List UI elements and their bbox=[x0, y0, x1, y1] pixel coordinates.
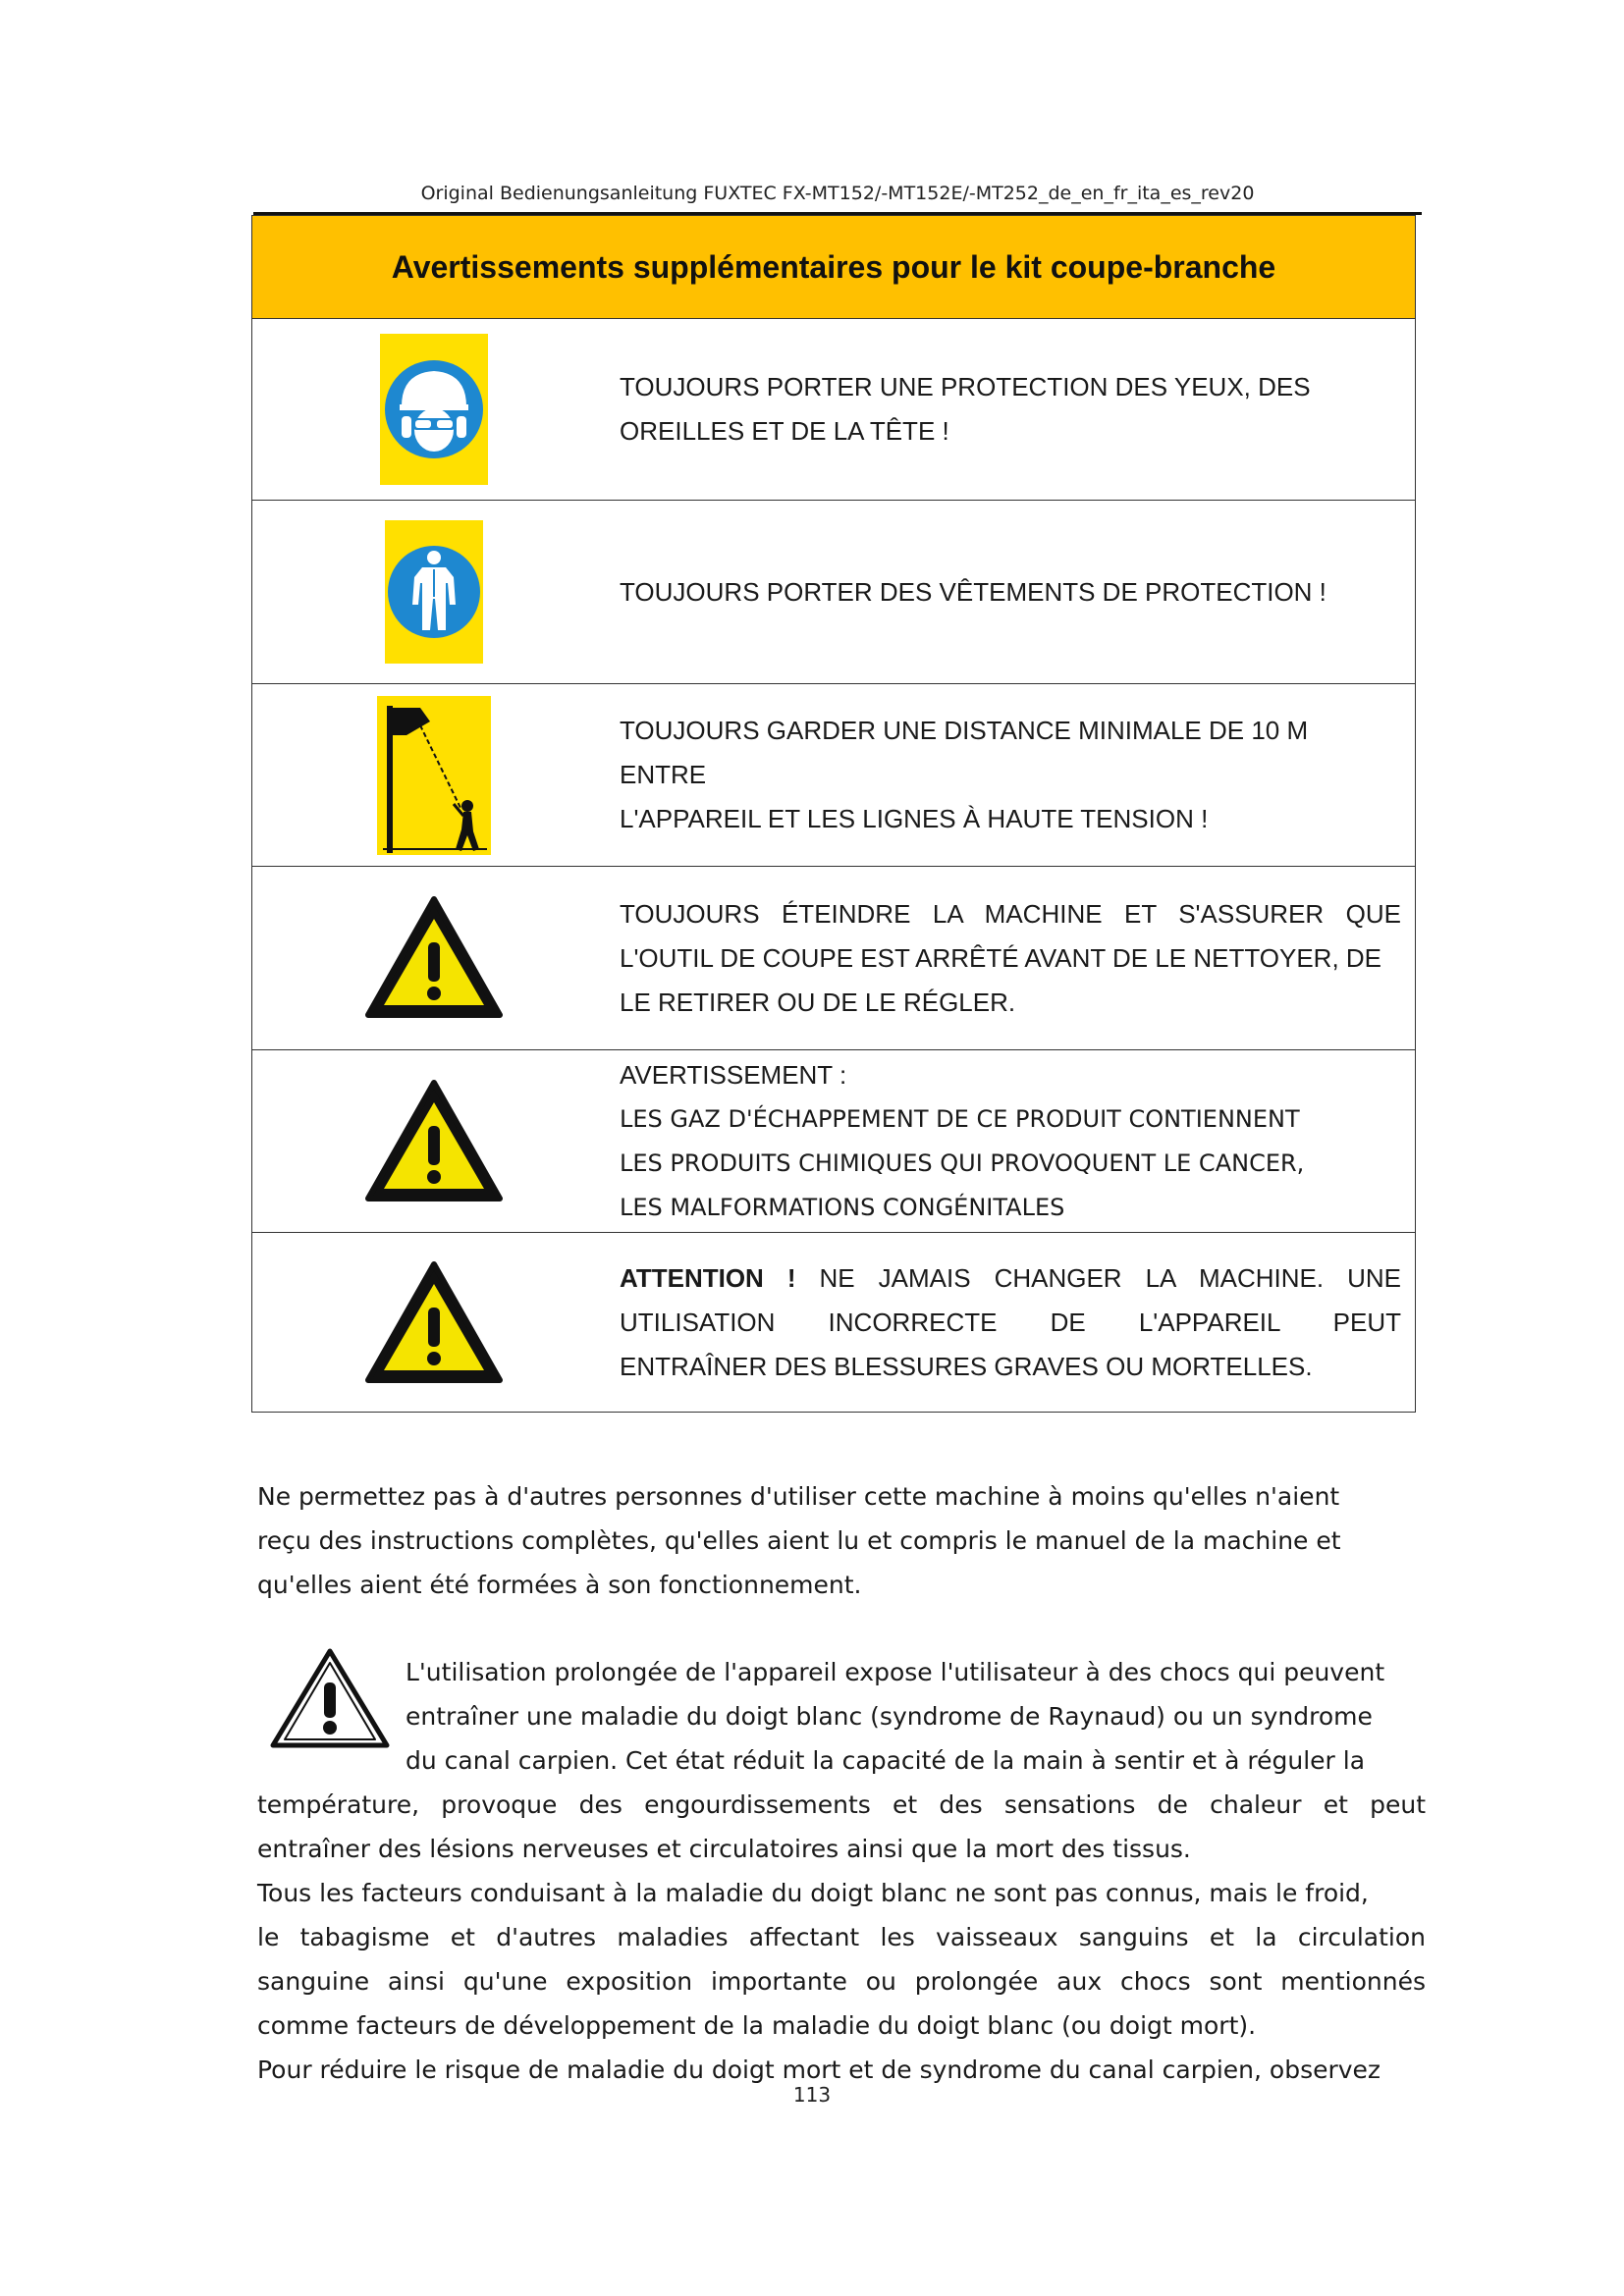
warning-text-line: TOUJOURS PORTER UNE PROTECTION DES YEUX, DES bbox=[620, 372, 1311, 401]
warning-row-ppe-head bbox=[252, 319, 1415, 501]
warning-text-line: AVERTISSEMENT : bbox=[620, 1059, 847, 1090]
warning-text-line: LES PRODUITS CHIMIQUES QUI PROVOQUENT LE CANCER, bbox=[620, 1148, 1305, 1177]
warning-text-line: LE RETIRER OU DE LE RÉGLER. bbox=[620, 987, 1016, 1017]
warning-text-line: TOUJOURS PORTER DES VÊTEMENTS DE PROTECTION ! bbox=[620, 576, 1326, 607]
protective-clothing-icon bbox=[252, 501, 616, 683]
warning-text-line: ATTENTION ! NE JAMAIS CHANGER LA MACHINE. UNE bbox=[620, 1263, 1402, 1293]
warning-text-line: UTILISATION INCORRECTE DE L'APPAREIL PEUT bbox=[620, 1308, 1401, 1337]
warning-row-protective-clothing bbox=[252, 501, 1415, 684]
warning-text-line: TOUJOURS GARDER UNE DISTANCE MINIMALE DE 10 M ENTRE bbox=[620, 716, 1309, 789]
warning-text-line: LES MALFORMATIONS CONGÉNITALES bbox=[620, 1193, 1065, 1221]
warning-triangle-icon bbox=[252, 1233, 616, 1413]
power-line-distance-icon bbox=[252, 684, 616, 866]
warning-row-power-lines bbox=[252, 684, 1415, 867]
paragraph-line: entraîner des lésions nerveuses et circulatoires ainsi que la mort des tissus. bbox=[257, 1835, 1191, 1863]
helmet-goggles-earmuffs-icon bbox=[252, 319, 616, 500]
warning-text-line: L'APPAREIL ET LES LIGNES À HAUTE TENSION ! bbox=[620, 804, 1209, 833]
attention-label: ATTENTION ! bbox=[620, 1263, 796, 1293]
paragraph-line: comme facteurs de développement de la maladie du doigt blanc (ou doigt mort). bbox=[257, 2011, 1257, 2040]
warning-row-switch-off bbox=[252, 867, 1415, 1050]
paragraph-line: Tous les facteurs conduisant à la maladie du doigt blanc ne sont pas connus, mais le froid, bbox=[257, 1879, 1369, 1907]
warnings-table-title: Avertissements supplémentaires pour le kit coupe-branche bbox=[252, 216, 1415, 319]
paragraph-instructions bbox=[257, 1474, 1465, 1607]
warning-triangle-icon bbox=[252, 1050, 616, 1232]
warning-triangle-icon bbox=[252, 867, 616, 1049]
paragraph-line: Ne permettez pas à d'autres personnes d'utiliser cette machine à moins qu'elles n'aient bbox=[257, 1482, 1340, 1511]
paragraph-line: température, provoque des engourdissements et des sensations de chaleur et peut bbox=[257, 1790, 1426, 1819]
warning-row-attention bbox=[252, 1233, 1415, 1413]
paragraph-line: Pour réduire le risque de maladie du doigt mort et de syndrome du canal carpien, observez bbox=[257, 2056, 1381, 2084]
warning-text-line: L'OUTIL DE COUPE EST ARRÊTÉ AVANT DE LE NETTOYER, DE bbox=[620, 942, 1382, 973]
warnings-table bbox=[251, 215, 1416, 1413]
warning-text-line: OREILLES ET DE LA TÊTE ! bbox=[620, 416, 949, 446]
warning-text-line: ENTRAÎNER DES BLESSURES GRAVES OU MORTELLES. bbox=[620, 1352, 1313, 1381]
warning-text-line: LES GAZ D'ÉCHAPPEMENT DE CE PRODUIT CONTIENNENT bbox=[620, 1104, 1300, 1133]
warning-triangle-outline-icon bbox=[267, 1645, 393, 1753]
warning-row-exhaust-gas bbox=[252, 1050, 1415, 1233]
paragraph-vibration-intro bbox=[406, 1650, 1427, 1783]
warning-text-line: TOUJOURS ÉTEINDRE LA MACHINE ET S'ASSURER QUE bbox=[620, 898, 1401, 929]
paragraph-line: qu'elles aient été formées à son fonctionnement. bbox=[257, 1571, 862, 1599]
document-header: Original Bedienungsanleitung FUXTEC FX-MT152/-MT152E/-MT252_de_en_fr_ita_es_rev20 bbox=[420, 183, 1255, 204]
paragraph-line: du canal carpien. Cet état réduit la capacité de la main à sentir et à réguler la bbox=[406, 1746, 1366, 1775]
paragraph-line: L'utilisation prolongée de l'appareil expose l'utilisateur à des chocs qui peuvent bbox=[406, 1658, 1385, 1686]
paragraph-line: reçu des instructions complètes, qu'elles aient lu et compris le manuel de la machine et bbox=[257, 1526, 1341, 1555]
page-number: 113 bbox=[792, 2083, 832, 2107]
paragraph-line: sanguine ainsi qu'une exposition importante ou prolongée aux chocs sont mentionnés bbox=[257, 1967, 1426, 1996]
paragraph-line: entraîner une maladie du doigt blanc (syndrome de Raynaud) ou un syndrome bbox=[406, 1702, 1373, 1731]
paragraph-vibration-details bbox=[257, 1783, 1426, 2092]
paragraph-line: le tabagisme et d'autres maladies affectant les vaisseaux sanguins et la circulation bbox=[257, 1923, 1426, 1951]
